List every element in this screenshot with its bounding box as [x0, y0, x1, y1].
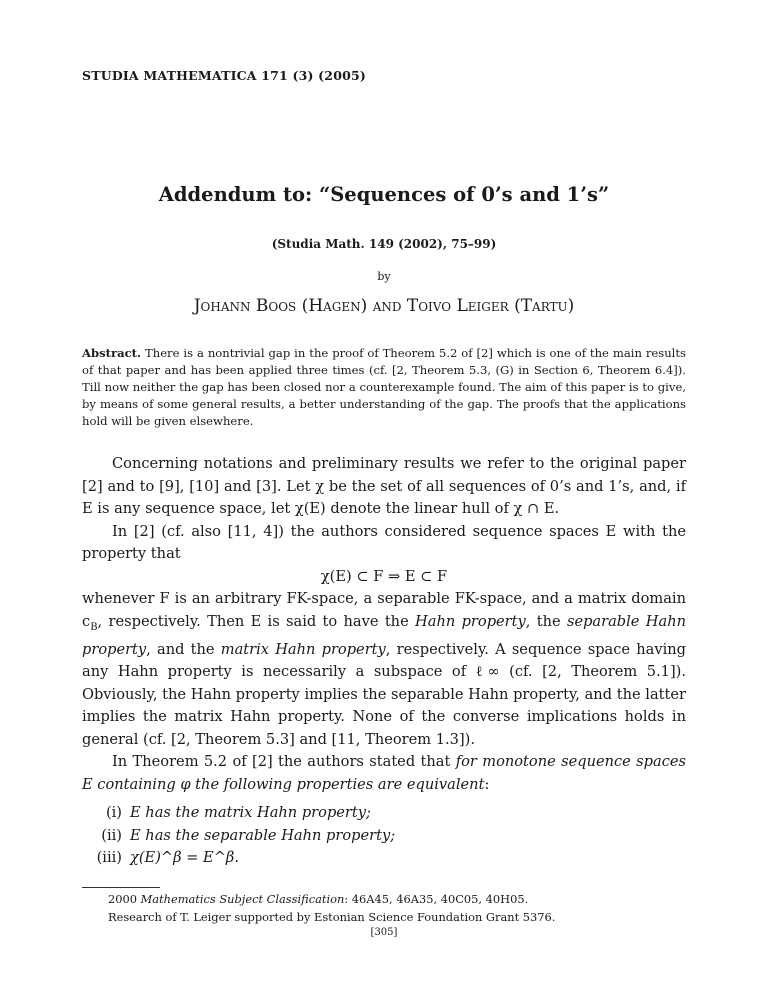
term-hahn-property: Hahn property — [415, 612, 526, 630]
footnote-rule — [82, 887, 160, 888]
grant-footnote: Research of T. Leiger supported by Estonian Science Foundation Grant 5376. — [108, 909, 556, 924]
abstract-label: Abstract. — [82, 346, 142, 360]
abstract — [82, 345, 686, 430]
journal-header: STUDIA MATHEMATICA 171 (3) (2005) — [82, 68, 366, 83]
body-text — [82, 453, 686, 870]
list-item: (iii) χ(E)^β = E^β. — [96, 849, 240, 867]
list-item: (ii) E has the separable Hahn property; — [101, 826, 396, 844]
by-line: by — [377, 270, 391, 283]
display-formula: χ(E) ⊂ F ⇒ E ⊂ F — [320, 567, 448, 585]
footnotes — [82, 891, 702, 926]
paragraph-1: Concerning notations and preliminary results we refer to the original paper [2] and to [9], [10] and [3]. Let χ be the set of all sequences of 0’s and 1’s, and, if E is any sequence space, let χ(E) denote the linear hull of χ ∩ E. — [82, 455, 686, 517]
list-item: (i) E has the matrix Hahn property; — [105, 804, 371, 822]
paper-subtitle: (Studia Math. 149 (2002), 75–99) — [271, 237, 497, 251]
authors: Johann Boos (Hagen) and Toivo Leiger (Tartu) — [193, 296, 575, 316]
term-separable-hahn: separable Hahn property — [82, 612, 686, 658]
paragraph-2: In [2] (cf. also [11, 4]) the authors considered sequence spaces E with the property that — [82, 522, 686, 562]
msc-footnote: 2000 Mathematics Subject Classification: 46A45, 46A35, 40C05, 40H05. — [108, 892, 529, 906]
equivalence-list — [82, 802, 686, 870]
paragraph-4: In Theorem 5.2 of [2] the authors stated that for monotone sequence spaces E containing φ the following properties are equivalent: — [82, 753, 686, 793]
abstract-text: There is a nontrivial gap in the proof of Theorem 5.2 of [2] which is one of the main results of that paper and has been applied three times (cf. [2, Theorem 5.3, (G) in Section 6, Theorem 6.4]). Till now neither the gap has been closed nor a counterexample found. The aim of this paper is to give, by means of some general results, a better understanding of the gap. The proofs that the applications hold will be given elsewhere. — [82, 346, 686, 428]
paragraph-3: whenever F is an arbitrary FK-space, a separable FK-space, and a matrix domain $c_B$, respectively. Then E is said to have the Hahn property, the separable Hahn property, and the matrix Hahn property, respectively. A sequence space having any Hahn property is necessarily a subspace of ℓ∞ (cf. [2, Theorem 5.1]). Obviously, the Hahn property implies the separable Hahn property, and the latter implies the matrix Hahn property. None of the converse implications holds in general (cf. [2, Theorem 5.3] and [11, Theorem 1.3]). — [82, 590, 687, 748]
paper-title: Addendum to: “Sequences of 0’s and 1’s” — [158, 183, 610, 206]
term-matrix-hahn: matrix Hahn property — [220, 640, 386, 658]
page-number: [305] — [370, 927, 398, 938]
